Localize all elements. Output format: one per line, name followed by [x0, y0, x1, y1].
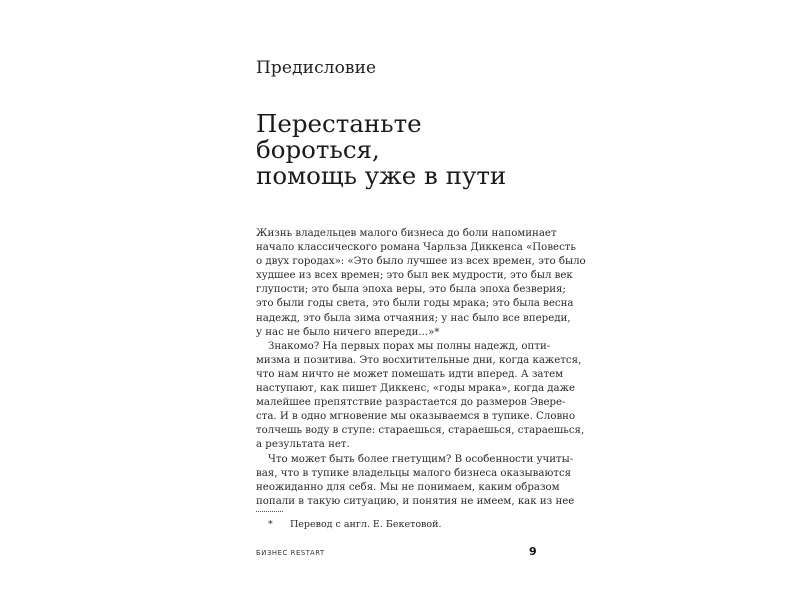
body-line: Знакомо? На первых порах мы полны надежд, опти- [268, 340, 551, 352]
body-line: ста. И в одно мгновение мы оказываемся в тупике. Словно [256, 411, 576, 423]
body-line: о двух городах»: «Это было лучшее из всех времен, это было [256, 256, 586, 268]
body-line: глупости; это была эпоха веры, это была эпоха безверия; [256, 284, 566, 296]
footnote-text: Перевод с англ. Е. Бекетовой. [290, 519, 442, 530]
body-line: толчешь воду в ступе: стараешься, стараешься, стараешься, [256, 425, 585, 437]
body-line: надежд, это была зима отчаяния; у нас было все впереди, [256, 312, 571, 324]
body-line: что нам ничто не может помешать идти вперед. А затем [256, 368, 564, 380]
body-line: это были годы света, это были годы мрака; это была весна [256, 298, 574, 310]
chapter-title-line: Перестаньте [256, 109, 422, 138]
body-line: малейшее препятствие разрастается до размеров Эвере- [256, 397, 566, 409]
body-line: Жизнь владельцев малого бизнеса до боли напоминает [256, 228, 557, 239]
body-text [256, 227, 586, 509]
page-number: 9 [529, 545, 537, 558]
body-line: начало классического романа Чарльза Диккенса «Повесть [256, 242, 576, 254]
body-line: мизма и позитива. Это восхитительные дни, когда кажется, [256, 354, 582, 366]
body-line: попали в такую ситуацию, и понятия не имеем, как из нее [256, 495, 575, 507]
footnote-mark: * [268, 519, 273, 530]
section-label: Предисловие [256, 58, 377, 78]
running-footer: БИЗНЕС RESTART [256, 549, 325, 557]
body-line: у нас не было ничего впереди...»* [256, 326, 440, 338]
chapter-title-line: бороться, [256, 135, 380, 164]
body-line: худшее из всех времен; это был век мудрости, это был век [256, 270, 573, 282]
footnote [268, 519, 441, 530]
footnote-divider [256, 511, 283, 512]
body-line: вая, что в тупике владельцы малого бизнеса оказываются [256, 467, 572, 479]
chapter-title-line: помощь уже в пути [256, 161, 507, 190]
body-line: наступают, как пишет Диккенс, «годы мрака», когда даже [256, 383, 576, 395]
body-line: неожиданно для себя. Мы не понимаем, каким образом [256, 481, 560, 493]
body-line: Что может быть более гнетущим? В особенности учиты- [268, 453, 574, 465]
chapter-title [256, 111, 506, 189]
body-line: а результата нет. [256, 439, 350, 451]
